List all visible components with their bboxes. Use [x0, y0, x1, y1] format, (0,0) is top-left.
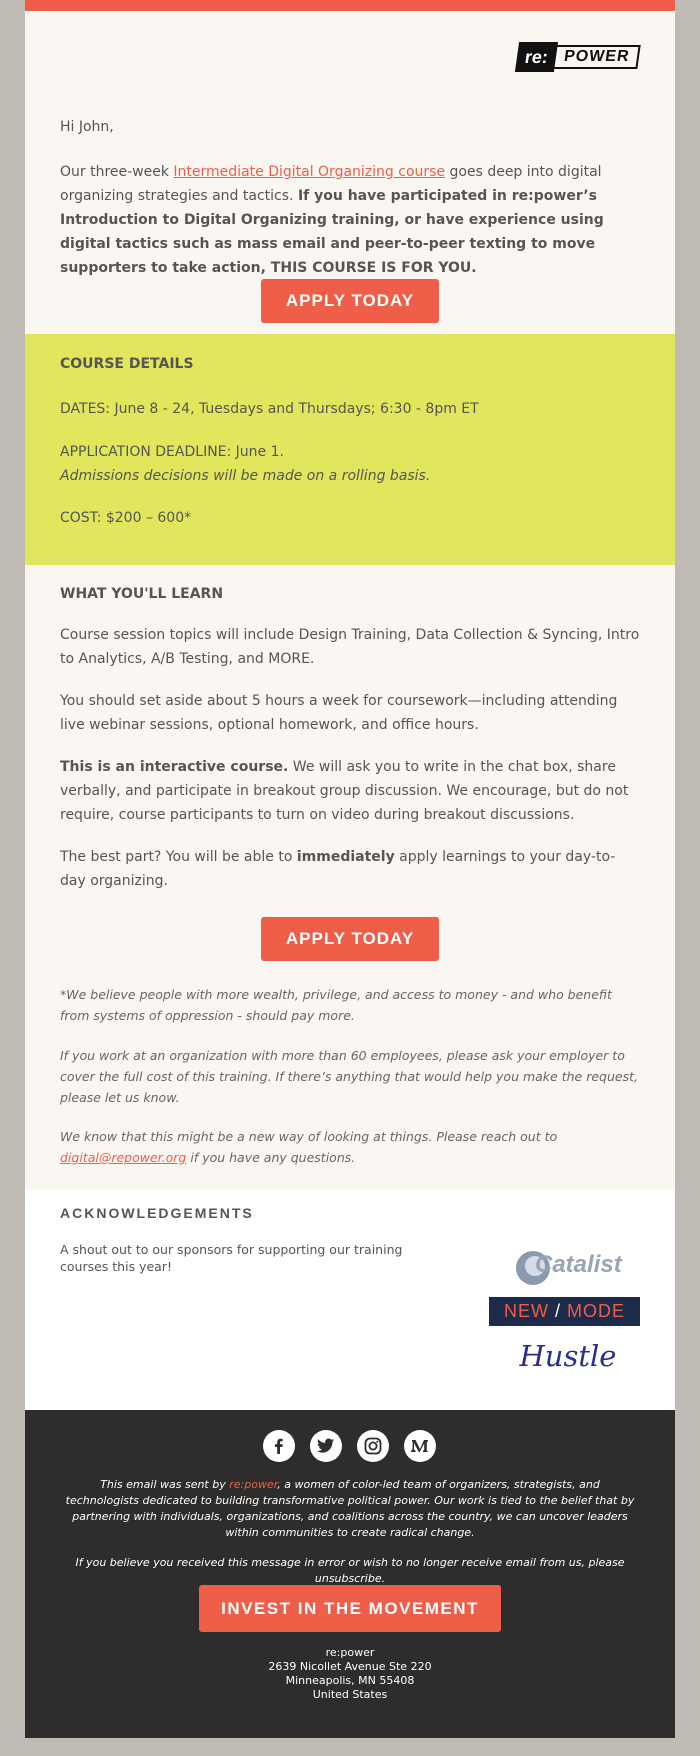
footer-about-text-2: , a women of color-led team of organizers, strategists, and technologists dedicated to building transformative political power. Our work is tied to the belief that by partnering with individuals, organizations, and coalitions across the country, we can uncover leaders within communities to create radical change. — [65, 1478, 635, 1539]
best-part-text-2: apply learnings to your day-to-day organizing. — [60, 849, 616, 889]
course-cost: COST: $200 – 600* — [60, 510, 192, 526]
twitter-icon[interactable] — [310, 1430, 342, 1462]
repower-logo[interactable] — [517, 42, 639, 72]
rolling-admissions: Admissions decisions will be made on a rolling basis. — [60, 468, 431, 484]
fine-print-wealth: *We believe people with more wealth, privilege, and access to money - and who benefit from systems of oppression - should pay more. — [60, 987, 612, 1023]
email-link[interactable]: digital@repower.org — [60, 1150, 187, 1165]
address-line: re:power — [325, 1646, 375, 1659]
footer-about-text: This email was sent by — [100, 1478, 230, 1491]
address-line: United States — [312, 1688, 388, 1701]
facebook-icon[interactable] — [263, 1430, 295, 1462]
address-line: 2639 Nicollet Avenue Ste 220 — [268, 1660, 432, 1673]
intro-bold: If you have participated in re:power’s Introduction to Digital Organizing training, or have experience using digital tactics such as mass email and peer-to-peer texting to move supporters to take action, THIS COURSE IS FOR YOU. — [60, 188, 604, 276]
intro-text: Our three-week — [60, 164, 174, 180]
apply-today-button-2[interactable]: APPLY TODAY — [261, 917, 439, 961]
course-details-section — [25, 334, 675, 565]
top-accent-bar — [25, 0, 675, 11]
learn-heading: WHAT YOU'LL LEARN — [60, 586, 224, 602]
learn-best-part — [60, 845, 640, 893]
application-deadline: APPLICATION DEADLINE: June 1. — [60, 444, 284, 460]
newmode-slash: / — [554, 1301, 561, 1321]
mailing-address — [25, 1646, 675, 1702]
fine-print-employer: If you work at an organization with more than 60 employees, please ask your employer to cover the full cost of this training. If there’s anything that would help you make the request, please let us know. — [60, 1048, 638, 1105]
footer — [25, 1410, 675, 1738]
course-dates: DATES: June 8 - 24, Tuesdays and Thursdays; 6:30 - 8pm ET — [60, 401, 479, 417]
logo-re: re: — [514, 42, 557, 72]
unsubscribe-text[interactable]: If you believe you received this message in error or wish to no longer receive email from us, please unsubscribe. — [75, 1556, 625, 1585]
newmode-mode: MODE — [567, 1301, 626, 1321]
acknowledgements-heading: ACKNOWLEDGEMENTS — [60, 1205, 254, 1221]
address-line: Minneapolis, MN 55408 — [285, 1674, 415, 1687]
medium-icon[interactable] — [404, 1430, 436, 1462]
fine-print-contact — [60, 1126, 640, 1168]
learn-interactive — [60, 755, 640, 827]
intro-paragraph — [60, 160, 640, 280]
best-part-bold: immediately — [296, 849, 395, 865]
learn-interactive-bold: This is an interactive course. — [60, 759, 289, 775]
contact-text: We know that this might be a new way of looking at things. Please reach out to — [60, 1129, 558, 1144]
intro-text-2: goes deep into digital organizing strategies and tactics. — [60, 164, 602, 204]
invest-button[interactable]: INVEST IN THE MOVEMENT — [199, 1585, 501, 1632]
social-links — [263, 1430, 436, 1462]
course-link[interactable]: Intermediate Digital Organizing course — [173, 164, 446, 180]
acknowledgements-text: A shout out to our sponsors for supporting our training courses this year! — [60, 1242, 403, 1274]
instagram-icon[interactable] — [357, 1430, 389, 1462]
course-details-heading: COURSE DETAILS — [60, 356, 194, 372]
footer-about — [65, 1477, 635, 1541]
best-part-text: The best part? You will be able to — [60, 849, 297, 865]
learn-hours: You should set aside about 5 hours a week for coursework—including attending live webinar sessions, optional homework, and office hours. — [60, 693, 618, 733]
contact-text-2: if you have any questions. — [186, 1150, 356, 1165]
footer-brand-link[interactable]: re:power — [229, 1478, 278, 1491]
newmode-logo[interactable] — [489, 1297, 640, 1326]
email-container — [25, 0, 675, 1738]
learn-interactive-text: We will ask you to write in the chat box, share verbally, and participate in breakout group discussion. We encourage, but do not require, course participants to turn on video during breakout discussions. — [60, 759, 629, 823]
hustle-logo[interactable] — [513, 1339, 623, 1375]
greeting: Hi John, — [60, 119, 114, 135]
hustle-wordmark: Hustle — [519, 1339, 617, 1373]
catalist-logo[interactable] — [513, 1247, 653, 1289]
acknowledgements-section — [25, 1189, 675, 1410]
newmode-new: NEW — [503, 1301, 549, 1321]
catalist-wordmark: Catalist — [535, 1251, 622, 1278]
logo-power: POWER — [554, 45, 641, 69]
apply-today-button[interactable]: APPLY TODAY — [261, 279, 439, 323]
learn-topics: Course session topics will include Design Training, Data Collection & Syncing, Intro to Analytics, A/B Testing, and MORE. — [60, 627, 640, 667]
